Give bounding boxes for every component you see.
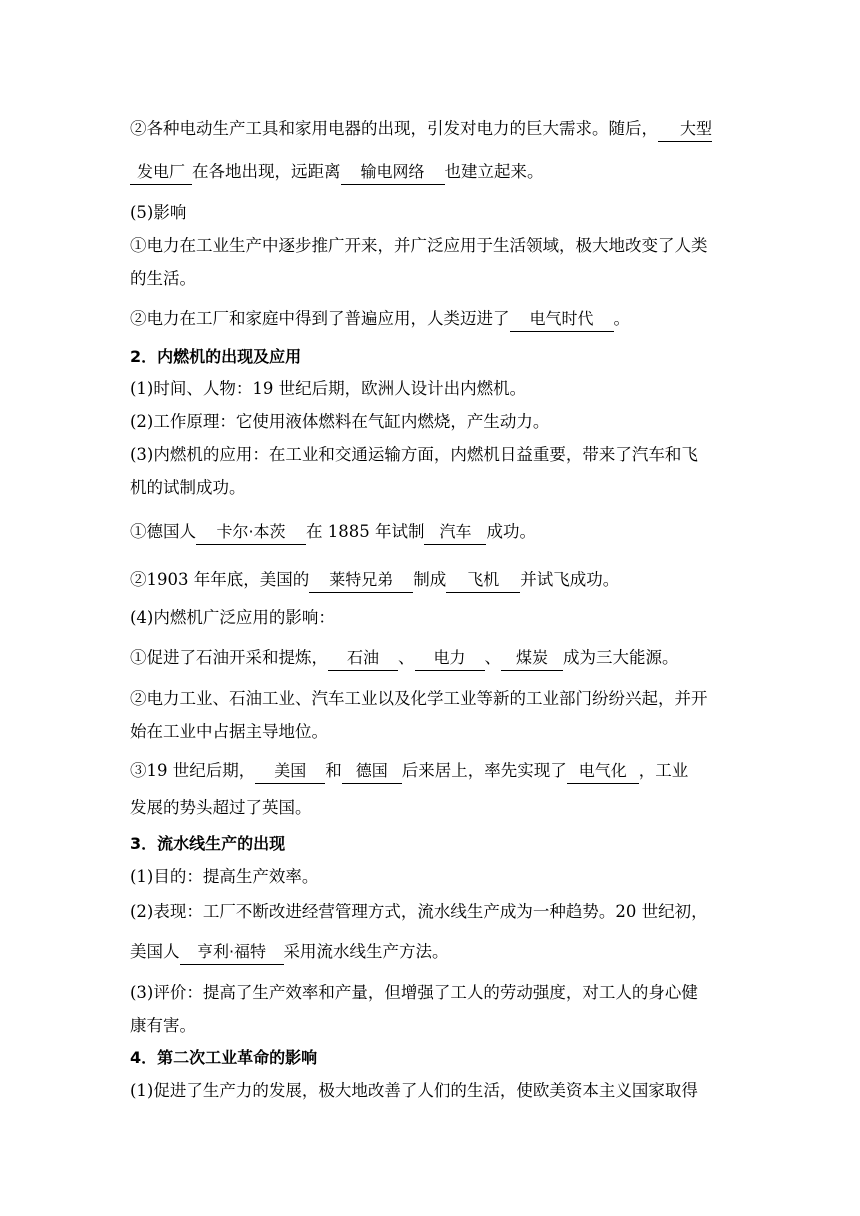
text-span: 在各地出现，远距离 [192, 162, 341, 181]
answer-blank: 德国 [342, 759, 402, 784]
answer-blank: 亨利·福特 [180, 940, 284, 965]
answer-blank: 飞机 [446, 568, 520, 593]
text-line: 机的试制成功。 [130, 478, 246, 497]
text-line: (2)表现：工厂不断改进经营管理方式，流水线生产成为一种趋势。20 世纪初， [130, 902, 708, 921]
text-line: (2)工作原理：它使用液体燃料在气缸内燃烧，产生动力。 [130, 412, 550, 431]
section-heading: 4．第二次工业革命的影响 [130, 1048, 318, 1067]
text-span: 美国人 [130, 942, 180, 961]
text-span: ①促进了石油开采和提炼， [130, 648, 328, 667]
text-span: ②1903 年年底，美国的 [130, 570, 310, 589]
text-span: ②电力在工厂和家庭中得到了普遍应用，人类迈进了 [130, 309, 510, 328]
text-span: 、 [398, 648, 415, 667]
text-line: (5)影响 [130, 203, 187, 222]
text-line [130, 157, 730, 187]
text-line [130, 114, 730, 144]
text-span: 并试飞成功。 [520, 570, 620, 589]
answer-blank: 煤炭 [501, 646, 563, 671]
answer-blank: 卡尔·本茨 [196, 520, 306, 545]
text-span: 在 1885 年试制 [306, 522, 425, 541]
answer-blank: 汽车 [424, 520, 486, 545]
answer-blank: 莱特兄弟 [309, 568, 413, 593]
text-line: ②电力工业、石油工业、汽车工业以及化学工业等新的工业部门纷纷兴起，并开 [130, 689, 708, 708]
text-span: ②各种电动生产工具和家用电器的出现，引发对电力的巨大需求。随后， [130, 119, 658, 138]
answer-blank: 电气化 [567, 759, 639, 784]
section-heading: 3．流水线生产的出现 [130, 834, 286, 853]
text-line: 的生活。 [130, 269, 196, 288]
text-span: 。 [613, 309, 630, 328]
text-line [130, 565, 730, 595]
answer-blank: 电力 [415, 646, 485, 671]
text-line: (3)内燃机的应用：在工业和交通运输方面，内燃机日益重要，带来了汽车和飞 [130, 445, 698, 464]
text-span: 采用流水线生产方法。 [283, 942, 449, 961]
text-line: (1)目的：提高生产效率。 [130, 867, 319, 886]
answer-blank: 输电网络 [341, 160, 445, 185]
text-span: 、 [484, 648, 501, 667]
answer-blank: 石油 [328, 646, 398, 671]
text-span: ①德国人 [130, 522, 196, 541]
section-heading: 2．内燃机的出现及应用 [130, 347, 302, 366]
text-span: ，工业 [638, 761, 689, 780]
text-line: (1)时间、人物：19 世纪后期，欧洲人设计出内燃机。 [130, 379, 527, 398]
text-line: (1)促进了生产力的发展，极大地改善了人们的生活，使欧美资本主义国家取得 [130, 1081, 698, 1100]
answer-blank: 发电厂 [130, 160, 192, 185]
answer-blank: 电气时代 [510, 307, 614, 332]
text-line [130, 756, 730, 786]
text-span: 和 [325, 761, 342, 780]
text-span: ③19 世纪后期， [130, 761, 256, 780]
text-line: (4)内燃机广泛应用的影响： [130, 608, 335, 627]
text-span: 也建立起来。 [444, 162, 544, 181]
text-span: 成为三大能源。 [563, 648, 679, 667]
text-span: 后来居上，率先实现了 [401, 761, 567, 780]
text-span: 制成 [413, 570, 447, 589]
text-span: 成功。 [486, 522, 536, 541]
text-line: 康有害。 [130, 1016, 196, 1035]
text-line: (3)评价：提高了生产效率和产量，但增强了工人的劳动强度，对工人的身心健 [130, 983, 698, 1002]
answer-blank: 大型 [658, 117, 712, 142]
text-line: 发展的势头超过了英国。 [130, 798, 312, 817]
text-line: ①电力在工业生产中逐步推广开来，并广泛应用于生活领域，极大地改变了人类 [130, 236, 708, 255]
text-line [130, 304, 730, 334]
text-line [130, 517, 730, 547]
text-line: 始在工业中占据主导地位。 [130, 722, 328, 741]
text-line [130, 937, 730, 967]
text-line [130, 643, 730, 673]
answer-blank: 美国 [255, 759, 325, 784]
